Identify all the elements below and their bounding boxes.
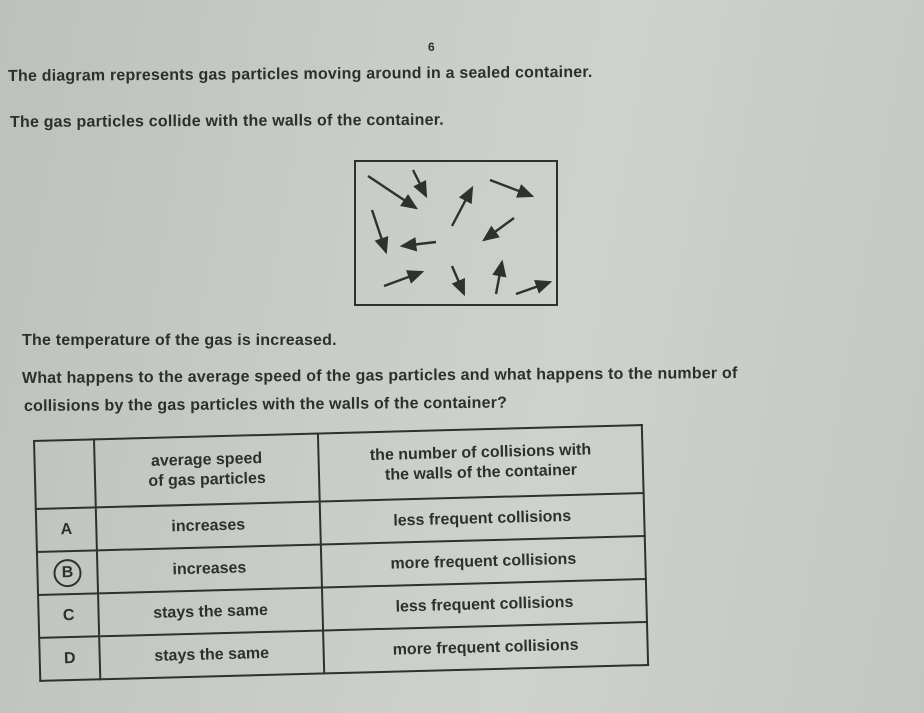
collisions-cell: less frequent collisions	[322, 579, 647, 630]
question-line-1: What happens to the average speed of the gas particles and what happens to the number of	[21, 365, 738, 387]
speed-cell: stays the same	[98, 587, 323, 636]
answer-table	[33, 424, 649, 682]
question-line-2: collisions by the gas particles with the walls of the container?	[23, 394, 508, 415]
intro-line-2: The gas particles collide with the walls of the container.	[9, 111, 444, 131]
option-letter: A	[36, 507, 97, 552]
particle-arrow	[402, 242, 436, 246]
gas-particles	[356, 162, 560, 308]
collisions-cell: more frequent collisions	[323, 622, 648, 673]
page-number: 6	[428, 40, 435, 54]
collisions-cell: more frequent collisions	[321, 536, 646, 587]
particle-arrow	[484, 218, 514, 240]
particle-arrow	[516, 282, 550, 294]
temperature-statement: The temperature of the gas is increased.	[22, 332, 337, 349]
particle-arrow	[384, 272, 422, 286]
intro-line-1: The diagram represents gas particles moving around in a sealed container.	[7, 63, 593, 85]
particle-arrow	[368, 176, 416, 208]
particle-arrow	[490, 180, 532, 196]
particle-arrow	[372, 210, 386, 252]
speed-cell: stays the same	[99, 630, 324, 679]
particle-arrow	[496, 262, 502, 294]
selected-answer-circle: B	[53, 558, 82, 587]
header-average-speed: average speed of gas particles	[94, 434, 320, 508]
header-collisions: the number of collisions with the walls of the container	[318, 425, 644, 501]
gas-container-diagram	[354, 160, 558, 306]
particle-arrow	[452, 188, 472, 226]
option-letter: D	[39, 636, 100, 681]
particle-arrow	[413, 170, 426, 196]
collisions-cell: less frequent collisions	[320, 493, 645, 544]
option-letter: C	[38, 593, 99, 638]
header-letter	[34, 439, 96, 509]
speed-cell: increases	[97, 545, 322, 594]
particle-arrow	[452, 266, 464, 294]
speed-cell: increases	[96, 502, 321, 551]
option-letter-selected	[37, 550, 98, 595]
